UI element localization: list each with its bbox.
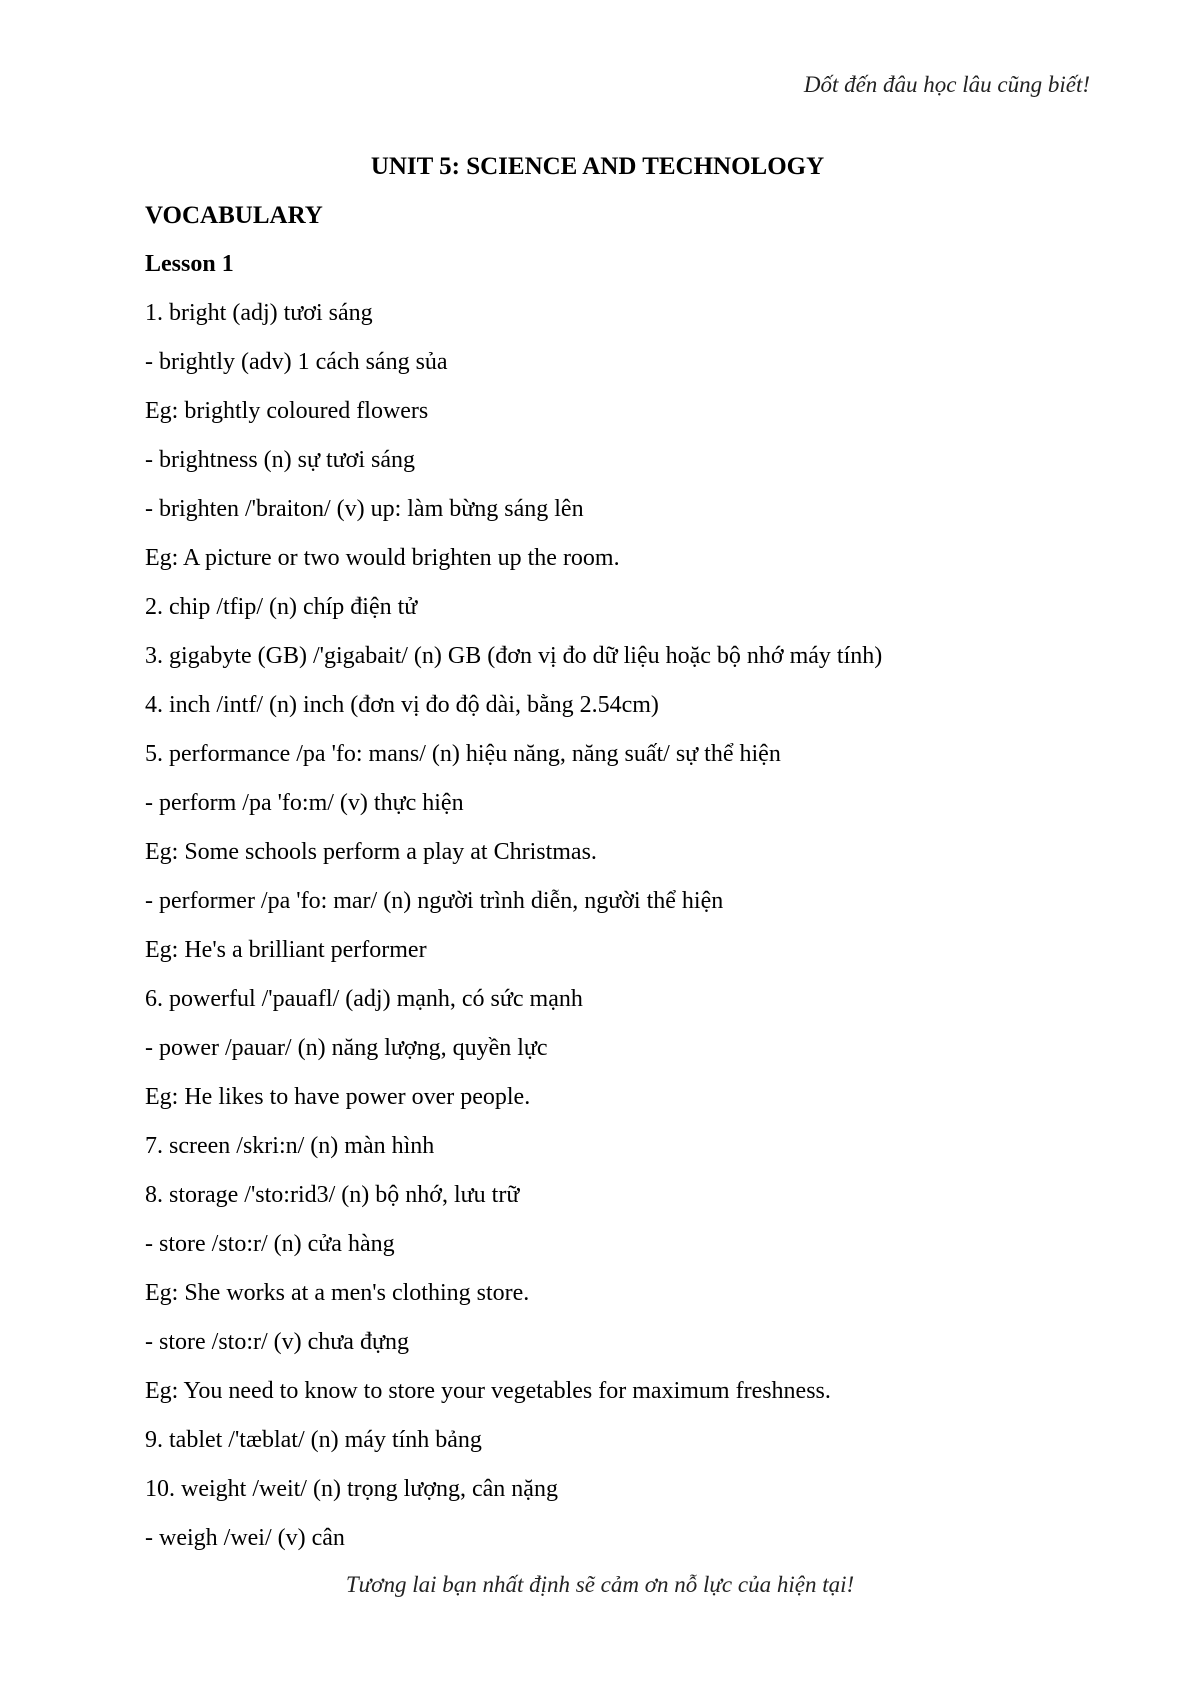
vocab-line: 4. inch /intf/ (n) inch (đơn vị đo độ dài, bằng 2.54cm) (145, 692, 659, 718)
page-header-motto: Dốt đến đâu học lâu cũng biết! (803, 72, 1090, 97)
vocab-line: - weigh /wei/ (v) cân (145, 1525, 345, 1551)
vocab-line: 7. screen /skri:n/ (n) màn hình (145, 1133, 435, 1159)
vocab-line: - power /pauar/ (n) năng lượng, quyền lực (145, 1035, 548, 1061)
vocab-line: - brighten /'braiton/ (v) up: làm bừng sáng lên (145, 496, 584, 522)
vocab-line: 5. performance /pa 'fo: mans/ (n) hiệu năng, năng suất/ sự thể hiện (145, 741, 781, 767)
vocab-line: Eg: She works at a men's clothing store. (145, 1280, 530, 1306)
vocab-line: 2. chip /tfip/ (n) chíp điện tử (145, 594, 418, 620)
vocab-line: 10. weight /weit/ (n) trọng lượng, cân nặng (145, 1476, 558, 1502)
vocab-line: 8. storage /'sto:rid3/ (n) bộ nhớ, lưu trữ (145, 1182, 520, 1208)
vocab-line: - store /sto:r/ (n) cửa hàng (145, 1231, 395, 1257)
vocab-line: 6. powerful /'pauafl/ (adj) mạnh, có sức mạnh (145, 986, 583, 1012)
page-footer-motto: Tương lai bạn nhất định sẽ cảm ơn nỗ lực của hiện tại! (345, 1572, 855, 1597)
vocab-line: - store /sto:r/ (v) chưa đựng (145, 1329, 409, 1355)
document-body (145, 142, 1105, 1563)
vocab-line: Eg: Some schools perform a play at Christmas. (145, 839, 597, 865)
vocab-line: - perform /pa 'fo:m/ (v) thực hiện (145, 790, 464, 816)
vocab-line: - brightly (adv) 1 cách sáng sủa (145, 349, 448, 375)
vocab-line: 1. bright (adj) tươi sáng (145, 300, 373, 326)
vocab-line: Eg: He's a brilliant performer (145, 937, 427, 963)
vocab-line: 3. gigabyte (GB) /'gigabait/ (n) GB (đơn vị đo dữ liệu hoặc bộ nhớ máy tính) (145, 643, 883, 669)
vocabulary-list (145, 289, 1105, 1563)
vocab-line: Eg: You need to know to store your vegetables for maximum freshness. (145, 1378, 831, 1404)
vocab-line: Eg: brightly coloured flowers (145, 398, 429, 424)
vocab-line: Eg: He likes to have power over people. (145, 1084, 531, 1110)
vocab-line: 9. tablet /'tæblat/ (n) máy tính bảng (145, 1427, 482, 1453)
unit-title: UNIT 5: SCIENCE AND TECHNOLOGY (370, 153, 825, 180)
vocab-line: Eg: A picture or two would brighten up the room. (145, 545, 620, 571)
vocab-line: - brightness (n) sự tươi sáng (145, 447, 416, 473)
lesson-heading: Lesson 1 (145, 251, 234, 277)
section-heading: VOCABULARY (145, 202, 323, 229)
vocab-line: - performer /pa 'fo: mar/ (n) người trình diễn, người thể hiện (145, 888, 724, 914)
